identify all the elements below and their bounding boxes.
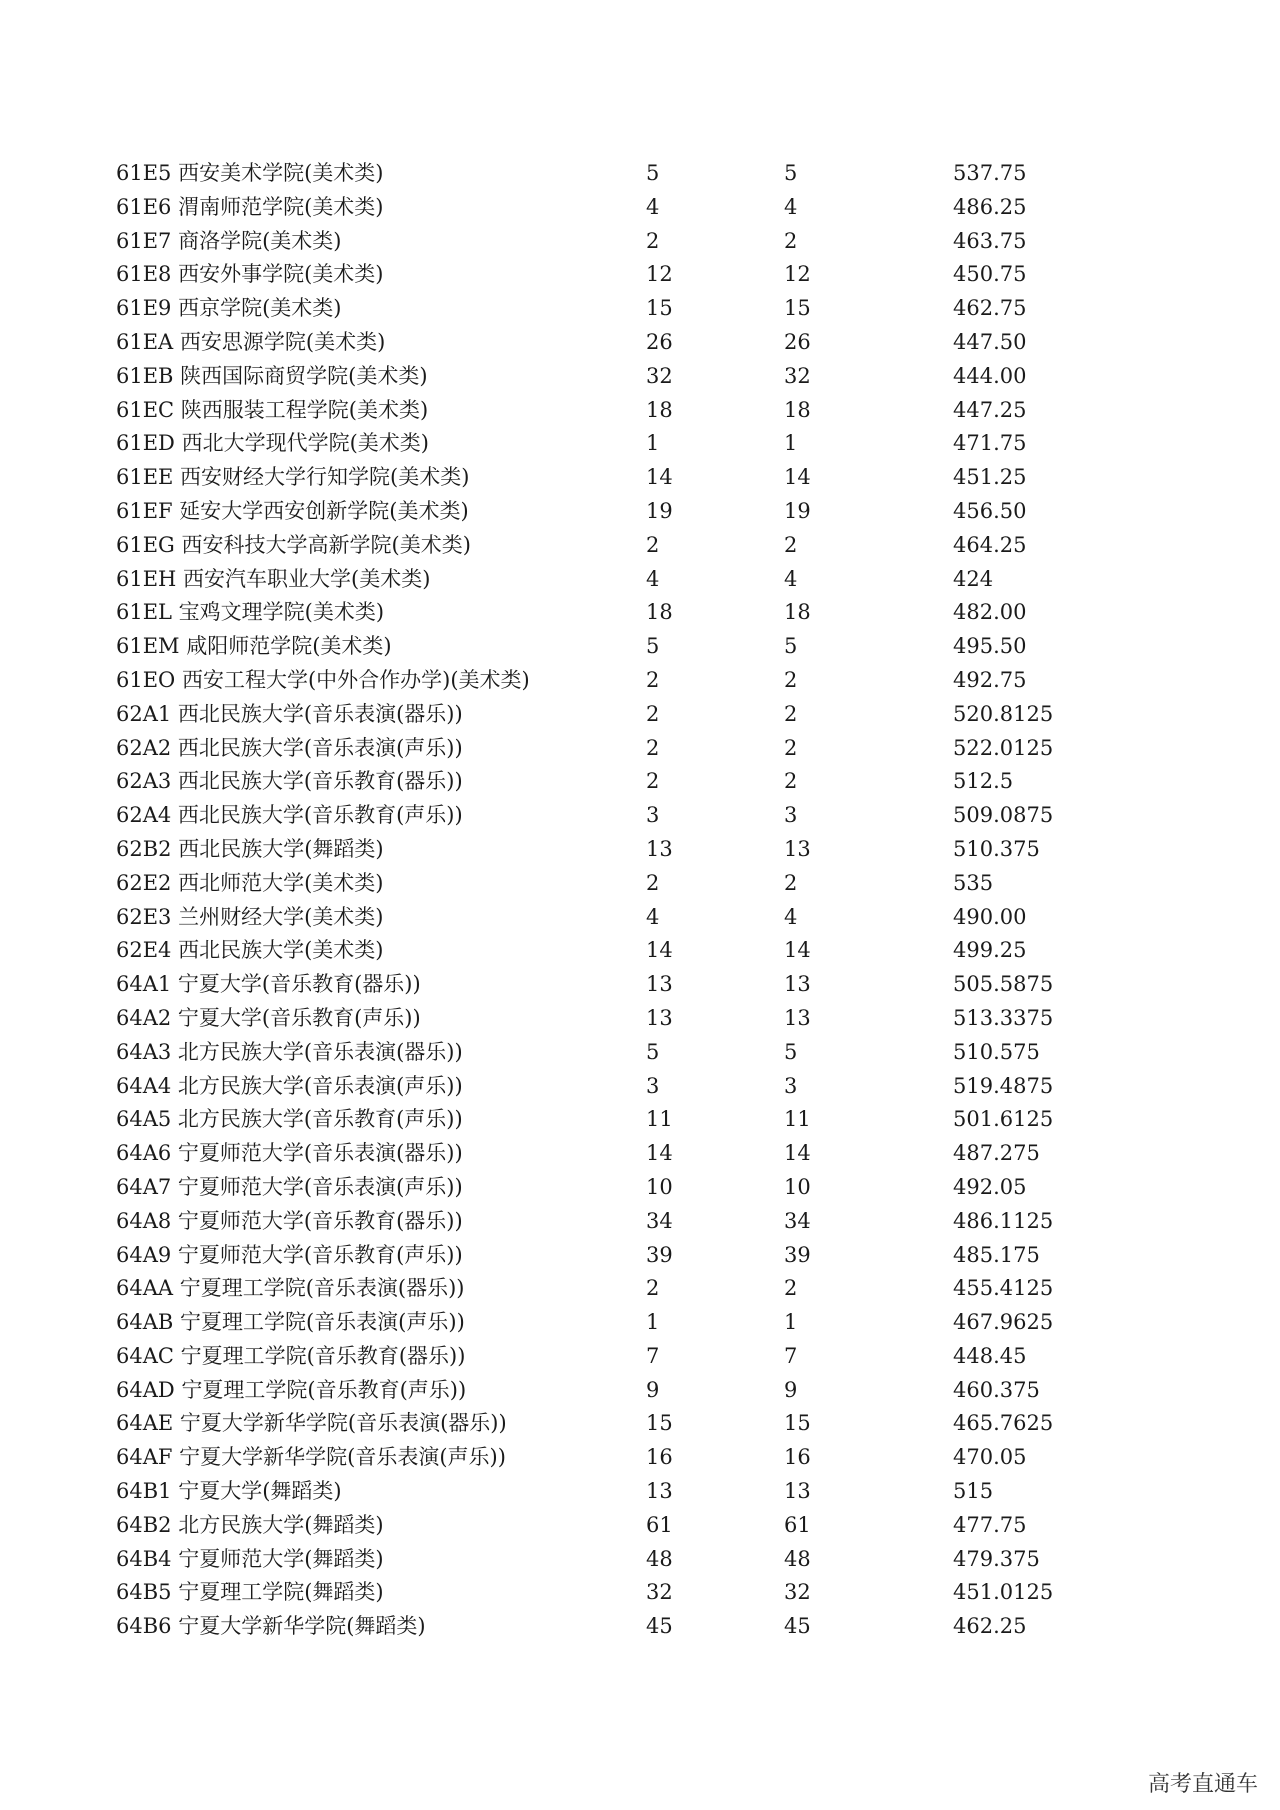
plan-count-cell: 1 [646, 431, 660, 456]
school-name-cell: 64AA 宁夏理工学院(音乐表演(器乐)) [116, 1276, 465, 1301]
table-row [116, 630, 1116, 664]
table-row [116, 1036, 1116, 1070]
admitted-count-cell: 3 [784, 1073, 798, 1098]
admitted-count-cell: 2 [784, 532, 798, 557]
plan-count-cell: 5 [646, 161, 660, 185]
school-name-cell: 64A5 北方民族大学(音乐教育(声乐)) [116, 1107, 463, 1132]
min-score-cell: 520.8125 [953, 701, 1054, 726]
min-score-cell: 450.75 [953, 262, 1027, 287]
plan-count-cell: 11 [646, 1107, 673, 1132]
admitted-count-cell: 5 [784, 161, 798, 185]
min-score-cell: 465.7625 [953, 1411, 1054, 1436]
admitted-count-cell: 18 [784, 397, 811, 422]
admitted-count-cell: 3 [784, 803, 798, 828]
admitted-count-cell: 13 [784, 1479, 811, 1504]
min-score-cell: 424 [953, 566, 994, 591]
admitted-count-cell: 12 [784, 262, 811, 287]
plan-count-cell: 2 [646, 701, 660, 726]
school-name-cell: 62E4 西北民族大学(美术类) [116, 938, 384, 963]
school-name-cell: 61EF 延安大学西安创新学院(美术类) [116, 498, 469, 523]
school-name-cell: 61EH 西安汽车职业大学(美术类) [116, 566, 431, 591]
plan-count-cell: 15 [646, 1411, 673, 1436]
admitted-count-cell: 1 [784, 1310, 798, 1335]
table-row [116, 258, 1116, 292]
table-row [116, 799, 1116, 833]
school-name-cell: 64A1 宁夏大学(音乐教育(器乐)) [116, 972, 421, 997]
school-name-cell: 61EE 西安财经大学行知学院(美术类) [116, 465, 470, 490]
plan-count-cell: 61 [646, 1512, 673, 1537]
min-score-cell: 456.50 [953, 498, 1027, 523]
admitted-count-cell: 14 [784, 465, 811, 490]
table-row [116, 934, 1116, 968]
table-row [116, 1070, 1116, 1104]
table-row [116, 1002, 1116, 1036]
table-row [116, 664, 1116, 698]
min-score-cell: 492.75 [953, 667, 1027, 692]
min-score-cell: 487.275 [953, 1141, 1040, 1166]
plan-count-cell: 5 [646, 634, 660, 659]
admitted-count-cell: 2 [784, 735, 798, 760]
plan-count-cell: 45 [646, 1614, 673, 1639]
table-row [116, 427, 1116, 461]
school-name-cell: 61EM 咸阳师范学院(美术类) [116, 634, 392, 659]
min-score-cell: 535 [953, 870, 994, 895]
min-score-cell: 462.25 [953, 1614, 1027, 1639]
admitted-count-cell: 61 [784, 1512, 811, 1537]
school-name-cell: 62E3 兰州财经大学(美术类) [116, 904, 384, 929]
table-row [116, 529, 1116, 563]
table-row [116, 1239, 1116, 1273]
school-name-cell: 61EA 西安思源学院(美术类) [116, 329, 386, 354]
min-score-cell: 482.00 [953, 600, 1027, 625]
plan-count-cell: 15 [646, 296, 673, 321]
table-row [116, 157, 1116, 191]
school-name-cell: 64B1 宁夏大学(舞蹈类) [116, 1479, 342, 1504]
admitted-count-cell: 26 [784, 329, 811, 354]
plan-count-cell: 34 [646, 1208, 673, 1233]
min-score-cell: 460.375 [953, 1377, 1040, 1402]
min-score-cell: 505.5875 [953, 972, 1054, 997]
min-score-cell: 510.375 [953, 836, 1040, 861]
table-row [116, 1610, 1116, 1644]
min-score-cell: 462.75 [953, 296, 1027, 321]
admitted-count-cell: 2 [784, 1276, 798, 1301]
table-row [116, 698, 1116, 732]
table-row [116, 1543, 1116, 1577]
admitted-count-cell: 2 [784, 870, 798, 895]
min-score-cell: 509.0875 [953, 803, 1054, 828]
plan-count-cell: 16 [646, 1445, 673, 1470]
plan-count-cell: 2 [646, 228, 660, 253]
min-score-cell: 495.50 [953, 634, 1027, 659]
min-score-cell: 490.00 [953, 904, 1027, 929]
min-score-cell: 522.0125 [953, 735, 1054, 760]
school-name-cell: 64A3 北方民族大学(音乐表演(器乐)) [116, 1039, 463, 1064]
admitted-count-cell: 18 [784, 600, 811, 625]
school-name-cell: 62E2 西北师范大学(美术类) [116, 870, 384, 895]
table-row [116, 901, 1116, 935]
min-score-cell: 477.75 [953, 1512, 1027, 1537]
school-name-cell: 64AD 宁夏理工学院(音乐教育(声乐)) [116, 1377, 467, 1402]
plan-count-cell: 2 [646, 769, 660, 794]
min-score-cell: 512.5 [953, 769, 1014, 794]
table-row [116, 1340, 1116, 1374]
min-score-cell: 485.175 [953, 1242, 1040, 1267]
table-row [116, 563, 1116, 597]
admitted-count-cell: 48 [784, 1546, 811, 1571]
min-score-cell: 492.05 [953, 1174, 1027, 1199]
table-row [116, 968, 1116, 1002]
admitted-count-cell: 5 [784, 1039, 798, 1064]
min-score-cell: 510.575 [953, 1039, 1040, 1064]
admitted-count-cell: 16 [784, 1445, 811, 1470]
table-row [116, 596, 1116, 630]
admitted-count-cell: 2 [784, 667, 798, 692]
plan-count-cell: 7 [646, 1343, 660, 1368]
min-score-cell: 463.75 [953, 228, 1027, 253]
school-name-cell: 62A2 西北民族大学(音乐表演(声乐)) [116, 735, 463, 760]
table-row [116, 732, 1116, 766]
table-row [116, 225, 1116, 259]
school-name-cell: 61E6 渭南师范学院(美术类) [116, 194, 384, 219]
admitted-count-cell: 7 [784, 1343, 798, 1368]
school-name-cell: 64A8 宁夏师范大学(音乐教育(器乐)) [116, 1208, 463, 1233]
school-name-cell: 62A1 西北民族大学(音乐表演(器乐)) [116, 701, 463, 726]
plan-count-cell: 13 [646, 836, 673, 861]
min-score-cell: 486.1125 [953, 1208, 1054, 1233]
plan-count-cell: 48 [646, 1546, 673, 1571]
admitted-count-cell: 39 [784, 1242, 811, 1267]
min-score-cell: 537.75 [953, 161, 1027, 185]
school-name-cell: 62A3 西北民族大学(音乐教育(器乐)) [116, 769, 463, 794]
admitted-count-cell: 34 [784, 1208, 811, 1233]
school-name-cell: 64AC 宁夏理工学院(音乐教育(器乐)) [116, 1343, 466, 1368]
table-row [116, 495, 1116, 529]
admitted-count-cell: 2 [784, 228, 798, 253]
plan-count-cell: 32 [646, 1580, 673, 1605]
table-row [116, 360, 1116, 394]
school-name-cell: 61EL 宝鸡文理学院(美术类) [116, 600, 385, 625]
table-row [116, 461, 1116, 495]
table-row [116, 1475, 1116, 1509]
plan-count-cell: 32 [646, 363, 673, 388]
min-score-cell: 444.00 [953, 363, 1027, 388]
table-row [116, 1103, 1116, 1137]
plan-count-cell: 12 [646, 262, 673, 287]
school-name-cell: 62A4 西北民族大学(音乐教育(声乐)) [116, 803, 463, 828]
min-score-cell: 470.05 [953, 1445, 1027, 1470]
admitted-count-cell: 2 [784, 769, 798, 794]
admitted-count-cell: 15 [784, 296, 811, 321]
plan-count-cell: 18 [646, 397, 673, 422]
school-name-cell: 61ED 西北大学现代学院(美术类) [116, 431, 429, 456]
admission-score-table [116, 157, 1116, 1644]
admitted-count-cell: 10 [784, 1174, 811, 1199]
min-score-cell: 448.45 [953, 1343, 1027, 1368]
admitted-count-cell: 4 [784, 194, 798, 219]
plan-count-cell: 10 [646, 1174, 673, 1199]
min-score-cell: 513.3375 [953, 1005, 1054, 1030]
school-name-cell: 64AB 宁夏理工学院(音乐表演(声乐)) [116, 1310, 465, 1335]
admitted-count-cell: 5 [784, 634, 798, 659]
min-score-cell: 486.25 [953, 194, 1027, 219]
min-score-cell: 447.25 [953, 397, 1027, 422]
plan-count-cell: 2 [646, 667, 660, 692]
school-name-cell: 64A4 北方民族大学(音乐表演(声乐)) [116, 1073, 463, 1098]
admitted-count-cell: 2 [784, 701, 798, 726]
school-name-cell: 64B5 宁夏理工学院(舞蹈类) [116, 1580, 384, 1605]
table-row [116, 1306, 1116, 1340]
min-score-cell: 447.50 [953, 329, 1027, 354]
plan-count-cell: 5 [646, 1039, 660, 1064]
plan-count-cell: 4 [646, 566, 660, 591]
table-row [116, 326, 1116, 360]
min-score-cell: 479.375 [953, 1546, 1040, 1571]
school-name-cell: 61EC 陕西服装工程学院(美术类) [116, 397, 429, 422]
table-row [116, 833, 1116, 867]
school-name-cell: 64A7 宁夏师范大学(音乐表演(声乐)) [116, 1174, 463, 1199]
table-row [116, 1137, 1116, 1171]
admitted-count-cell: 15 [784, 1411, 811, 1436]
admitted-count-cell: 1 [784, 431, 798, 456]
table-row [116, 191, 1116, 225]
school-name-cell: 64AE 宁夏大学新华学院(音乐表演(器乐)) [116, 1411, 507, 1436]
plan-count-cell: 4 [646, 194, 660, 219]
min-score-cell: 519.4875 [953, 1073, 1054, 1098]
admitted-count-cell: 13 [784, 1005, 811, 1030]
admitted-count-cell: 9 [784, 1377, 798, 1402]
table-row [116, 765, 1116, 799]
admitted-count-cell: 19 [784, 498, 811, 523]
plan-count-cell: 13 [646, 1479, 673, 1504]
watermark-text: 高考直通车 [1147, 1772, 1258, 1797]
table-row [116, 1441, 1116, 1475]
min-score-cell: 464.25 [953, 532, 1027, 557]
table-row [116, 1374, 1116, 1408]
school-name-cell: 64A9 宁夏师范大学(音乐教育(声乐)) [116, 1242, 463, 1267]
min-score-cell: 451.0125 [953, 1580, 1054, 1605]
school-name-cell: 61E5 西安美术学院(美术类) [116, 161, 384, 185]
plan-count-cell: 3 [646, 803, 660, 828]
school-name-cell: 64B6 宁夏大学新华学院(舞蹈类) [116, 1614, 426, 1639]
school-name-cell: 64B2 北方民族大学(舞蹈类) [116, 1512, 384, 1537]
plan-count-cell: 26 [646, 329, 673, 354]
table-row [116, 394, 1116, 428]
min-score-cell: 499.25 [953, 938, 1027, 963]
admitted-count-cell: 13 [784, 836, 811, 861]
plan-count-cell: 9 [646, 1377, 660, 1402]
school-name-cell: 61EO 西安工程大学(中外合作办学)(美术类) [116, 667, 530, 692]
min-score-cell: 501.6125 [953, 1107, 1054, 1132]
plan-count-cell: 2 [646, 735, 660, 760]
school-name-cell: 62B2 西北民族大学(舞蹈类) [116, 836, 384, 861]
plan-count-cell: 13 [646, 1005, 673, 1030]
plan-count-cell: 14 [646, 465, 673, 490]
min-score-cell: 467.9625 [953, 1310, 1054, 1335]
school-name-cell: 64A2 宁夏大学(音乐教育(声乐)) [116, 1005, 421, 1030]
min-score-cell: 515 [953, 1479, 994, 1504]
plan-count-cell: 2 [646, 1276, 660, 1301]
table-row [116, 1205, 1116, 1239]
table-row [116, 1171, 1116, 1205]
admitted-count-cell: 32 [784, 1580, 811, 1605]
admitted-count-cell: 13 [784, 972, 811, 997]
plan-count-cell: 18 [646, 600, 673, 625]
min-score-cell: 451.25 [953, 465, 1027, 490]
admitted-count-cell: 11 [784, 1107, 811, 1132]
table-row [116, 867, 1116, 901]
admitted-count-cell: 32 [784, 363, 811, 388]
admitted-count-cell: 14 [784, 1141, 811, 1166]
plan-count-cell: 2 [646, 532, 660, 557]
school-name-cell: 61E9 西京学院(美术类) [116, 296, 342, 321]
plan-count-cell: 19 [646, 498, 673, 523]
school-name-cell: 61E7 商洛学院(美术类) [116, 228, 342, 253]
admitted-count-cell: 4 [784, 904, 798, 929]
plan-count-cell: 4 [646, 904, 660, 929]
school-name-cell: 64AF 宁夏大学新华学院(音乐表演(声乐)) [116, 1445, 506, 1470]
min-score-cell: 455.4125 [953, 1276, 1054, 1301]
plan-count-cell: 3 [646, 1073, 660, 1098]
plan-count-cell: 13 [646, 972, 673, 997]
school-name-cell: 64A6 宁夏师范大学(音乐表演(器乐)) [116, 1141, 463, 1166]
admitted-count-cell: 14 [784, 938, 811, 963]
plan-count-cell: 39 [646, 1242, 673, 1267]
plan-count-cell: 14 [646, 938, 673, 963]
admitted-count-cell: 45 [784, 1614, 811, 1639]
plan-count-cell: 1 [646, 1310, 660, 1335]
table-row [116, 1509, 1116, 1543]
min-score-cell: 471.75 [953, 431, 1027, 456]
table-row [116, 1272, 1116, 1306]
plan-count-cell: 2 [646, 870, 660, 895]
school-name-cell: 61EB 陕西国际商贸学院(美术类) [116, 363, 428, 388]
admitted-count-cell: 4 [784, 566, 798, 591]
table-row [116, 1407, 1116, 1441]
table-row [116, 292, 1116, 326]
school-name-cell: 61E8 西安外事学院(美术类) [116, 262, 384, 287]
table-row [116, 1576, 1116, 1610]
school-name-cell: 61EG 西安科技大学高新学院(美术类) [116, 532, 471, 557]
school-name-cell: 64B4 宁夏师范大学(舞蹈类) [116, 1546, 384, 1571]
plan-count-cell: 14 [646, 1141, 673, 1166]
